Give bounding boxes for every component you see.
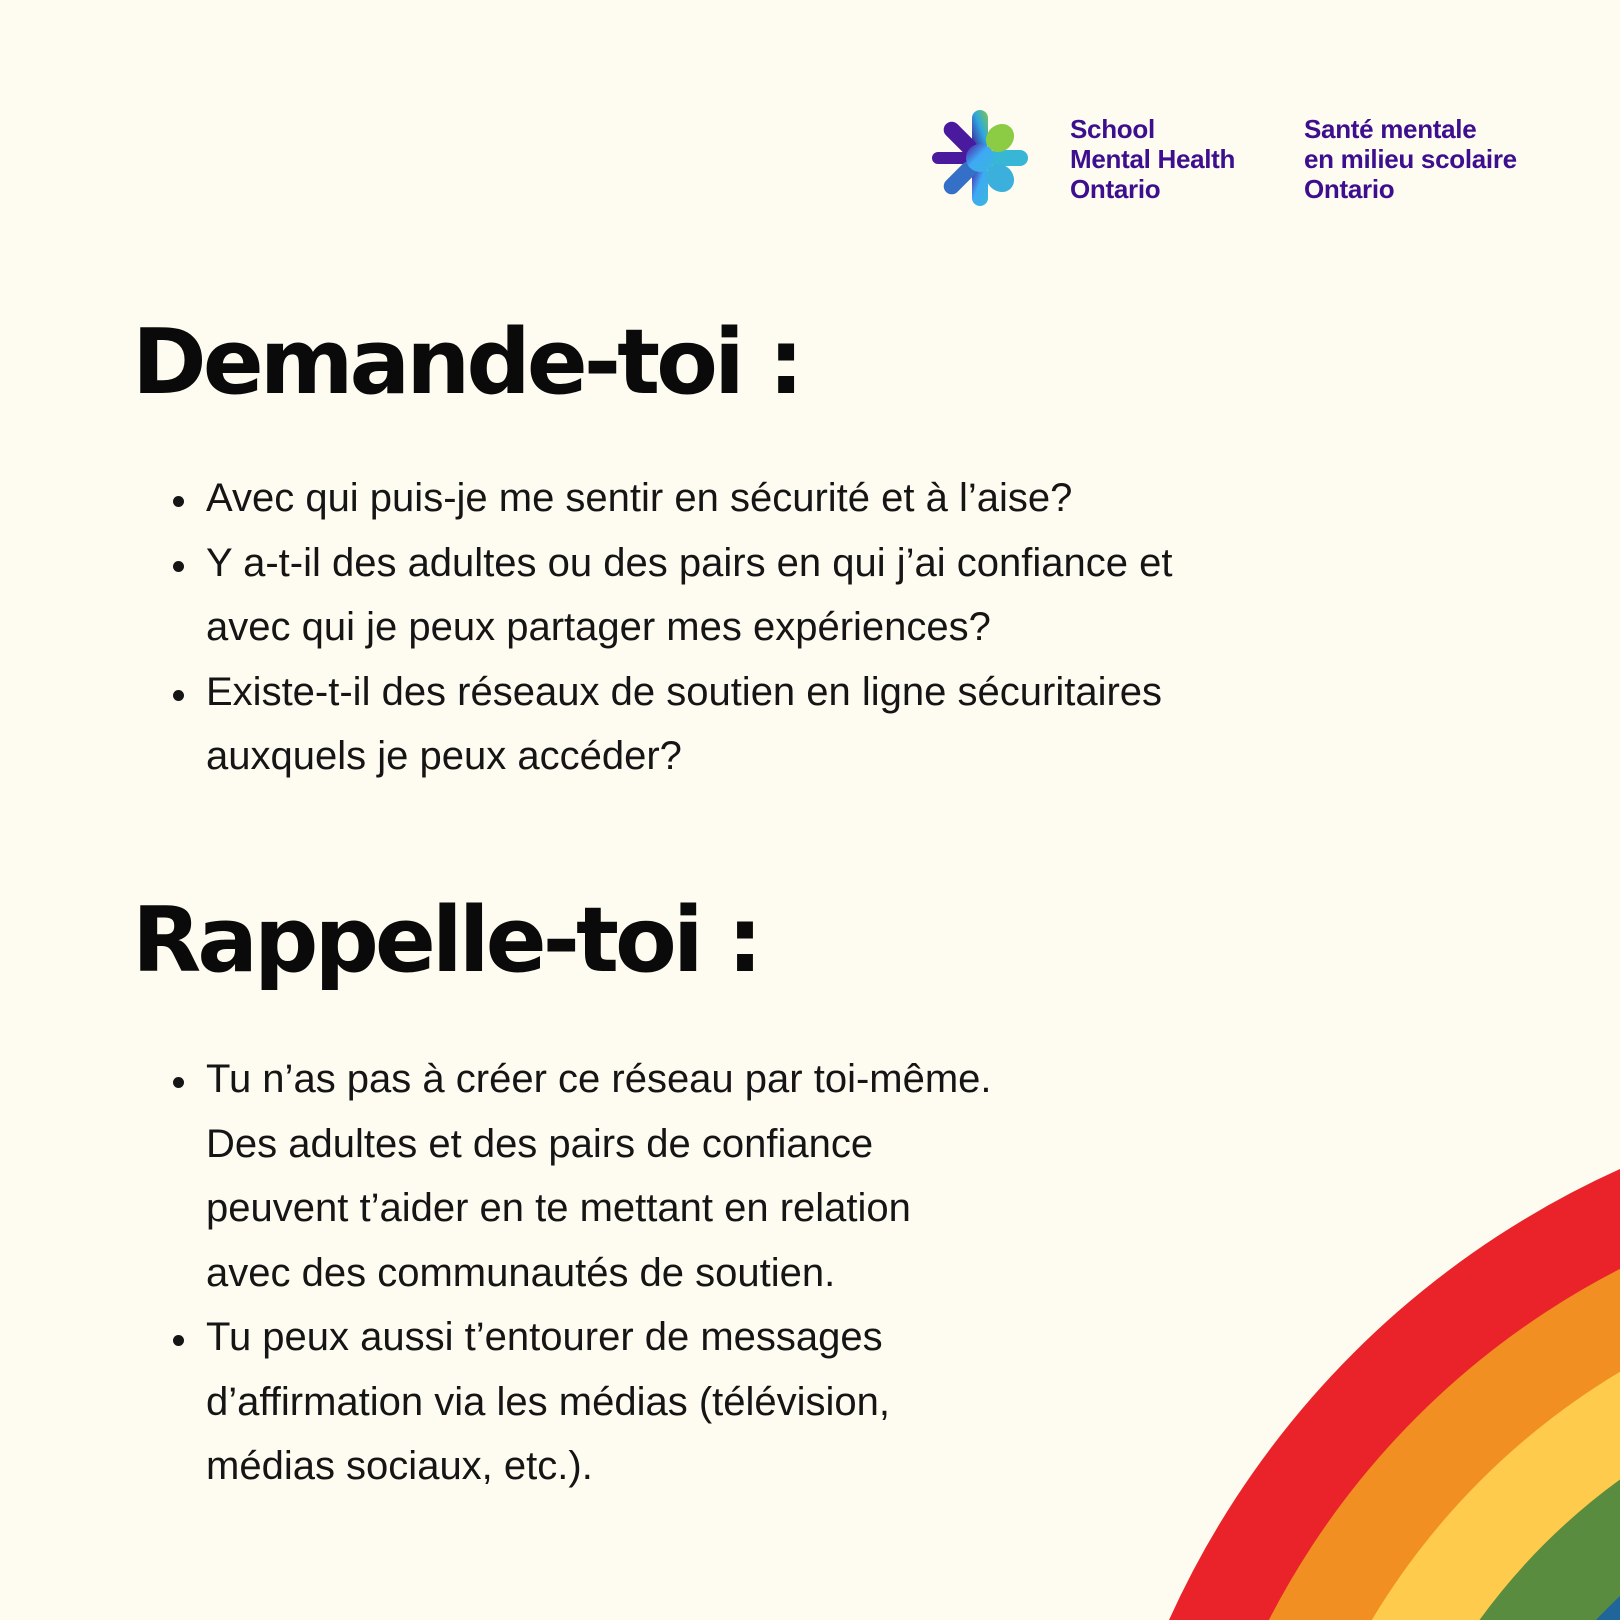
remember-list xyxy=(206,1047,1106,1499)
org-name-english-line: Mental Health xyxy=(1070,144,1236,174)
list-item-line: Y a-t-il des adultes ou des pairs en qui j’ai confiance et xyxy=(206,540,1173,585)
org-name-english xyxy=(1070,114,1235,204)
list-item-line: d’affirmation via les médias (télévision, xyxy=(206,1379,891,1424)
list-item-line: Des adultes et des pairs de confiance xyxy=(206,1121,874,1166)
list-item-line: médias sociaux, etc.). xyxy=(206,1444,593,1488)
list-item-line: Avec qui puis-je me sentir en sécurité et à l’aise? xyxy=(206,476,1073,520)
list-item-line: Tu peux aussi t’entourer de messages xyxy=(206,1315,883,1359)
org-name-french-line: Santé mentale xyxy=(1304,114,1477,144)
list-item-line: Existe-t-il des réseaux de soutien en ligne sécuritaires xyxy=(206,669,1163,714)
flower-logo-icon xyxy=(930,108,1030,208)
org-name-english-line: Ontario xyxy=(1070,174,1161,204)
list-item xyxy=(206,466,1286,531)
heading-ask-yourself: Demande-toi : xyxy=(132,310,801,415)
list-item-line: avec qui je peux partager mes expériences? xyxy=(206,605,991,649)
list-item xyxy=(206,531,1286,660)
org-name-english-line: School xyxy=(1070,114,1155,144)
org-name-french xyxy=(1304,114,1517,204)
org-name-french-line: en milieu scolaire xyxy=(1304,144,1517,174)
list-item xyxy=(206,660,1286,789)
list-item-line: peuvent t’aider en te mettant en relation xyxy=(206,1186,911,1230)
org-name-french-line: Ontario xyxy=(1304,174,1395,204)
list-item xyxy=(206,1305,1106,1499)
list-item-line: avec des communautés de soutien. xyxy=(206,1250,836,1295)
list-item xyxy=(206,1047,1106,1305)
list-item-line: auxquels je peux accéder? xyxy=(206,734,682,778)
ask-yourself-list xyxy=(206,466,1286,789)
list-item-line: Tu n’as pas à créer ce réseau par toi-même. xyxy=(206,1057,992,1101)
heading-remember: Rappelle-toi : xyxy=(132,888,760,993)
